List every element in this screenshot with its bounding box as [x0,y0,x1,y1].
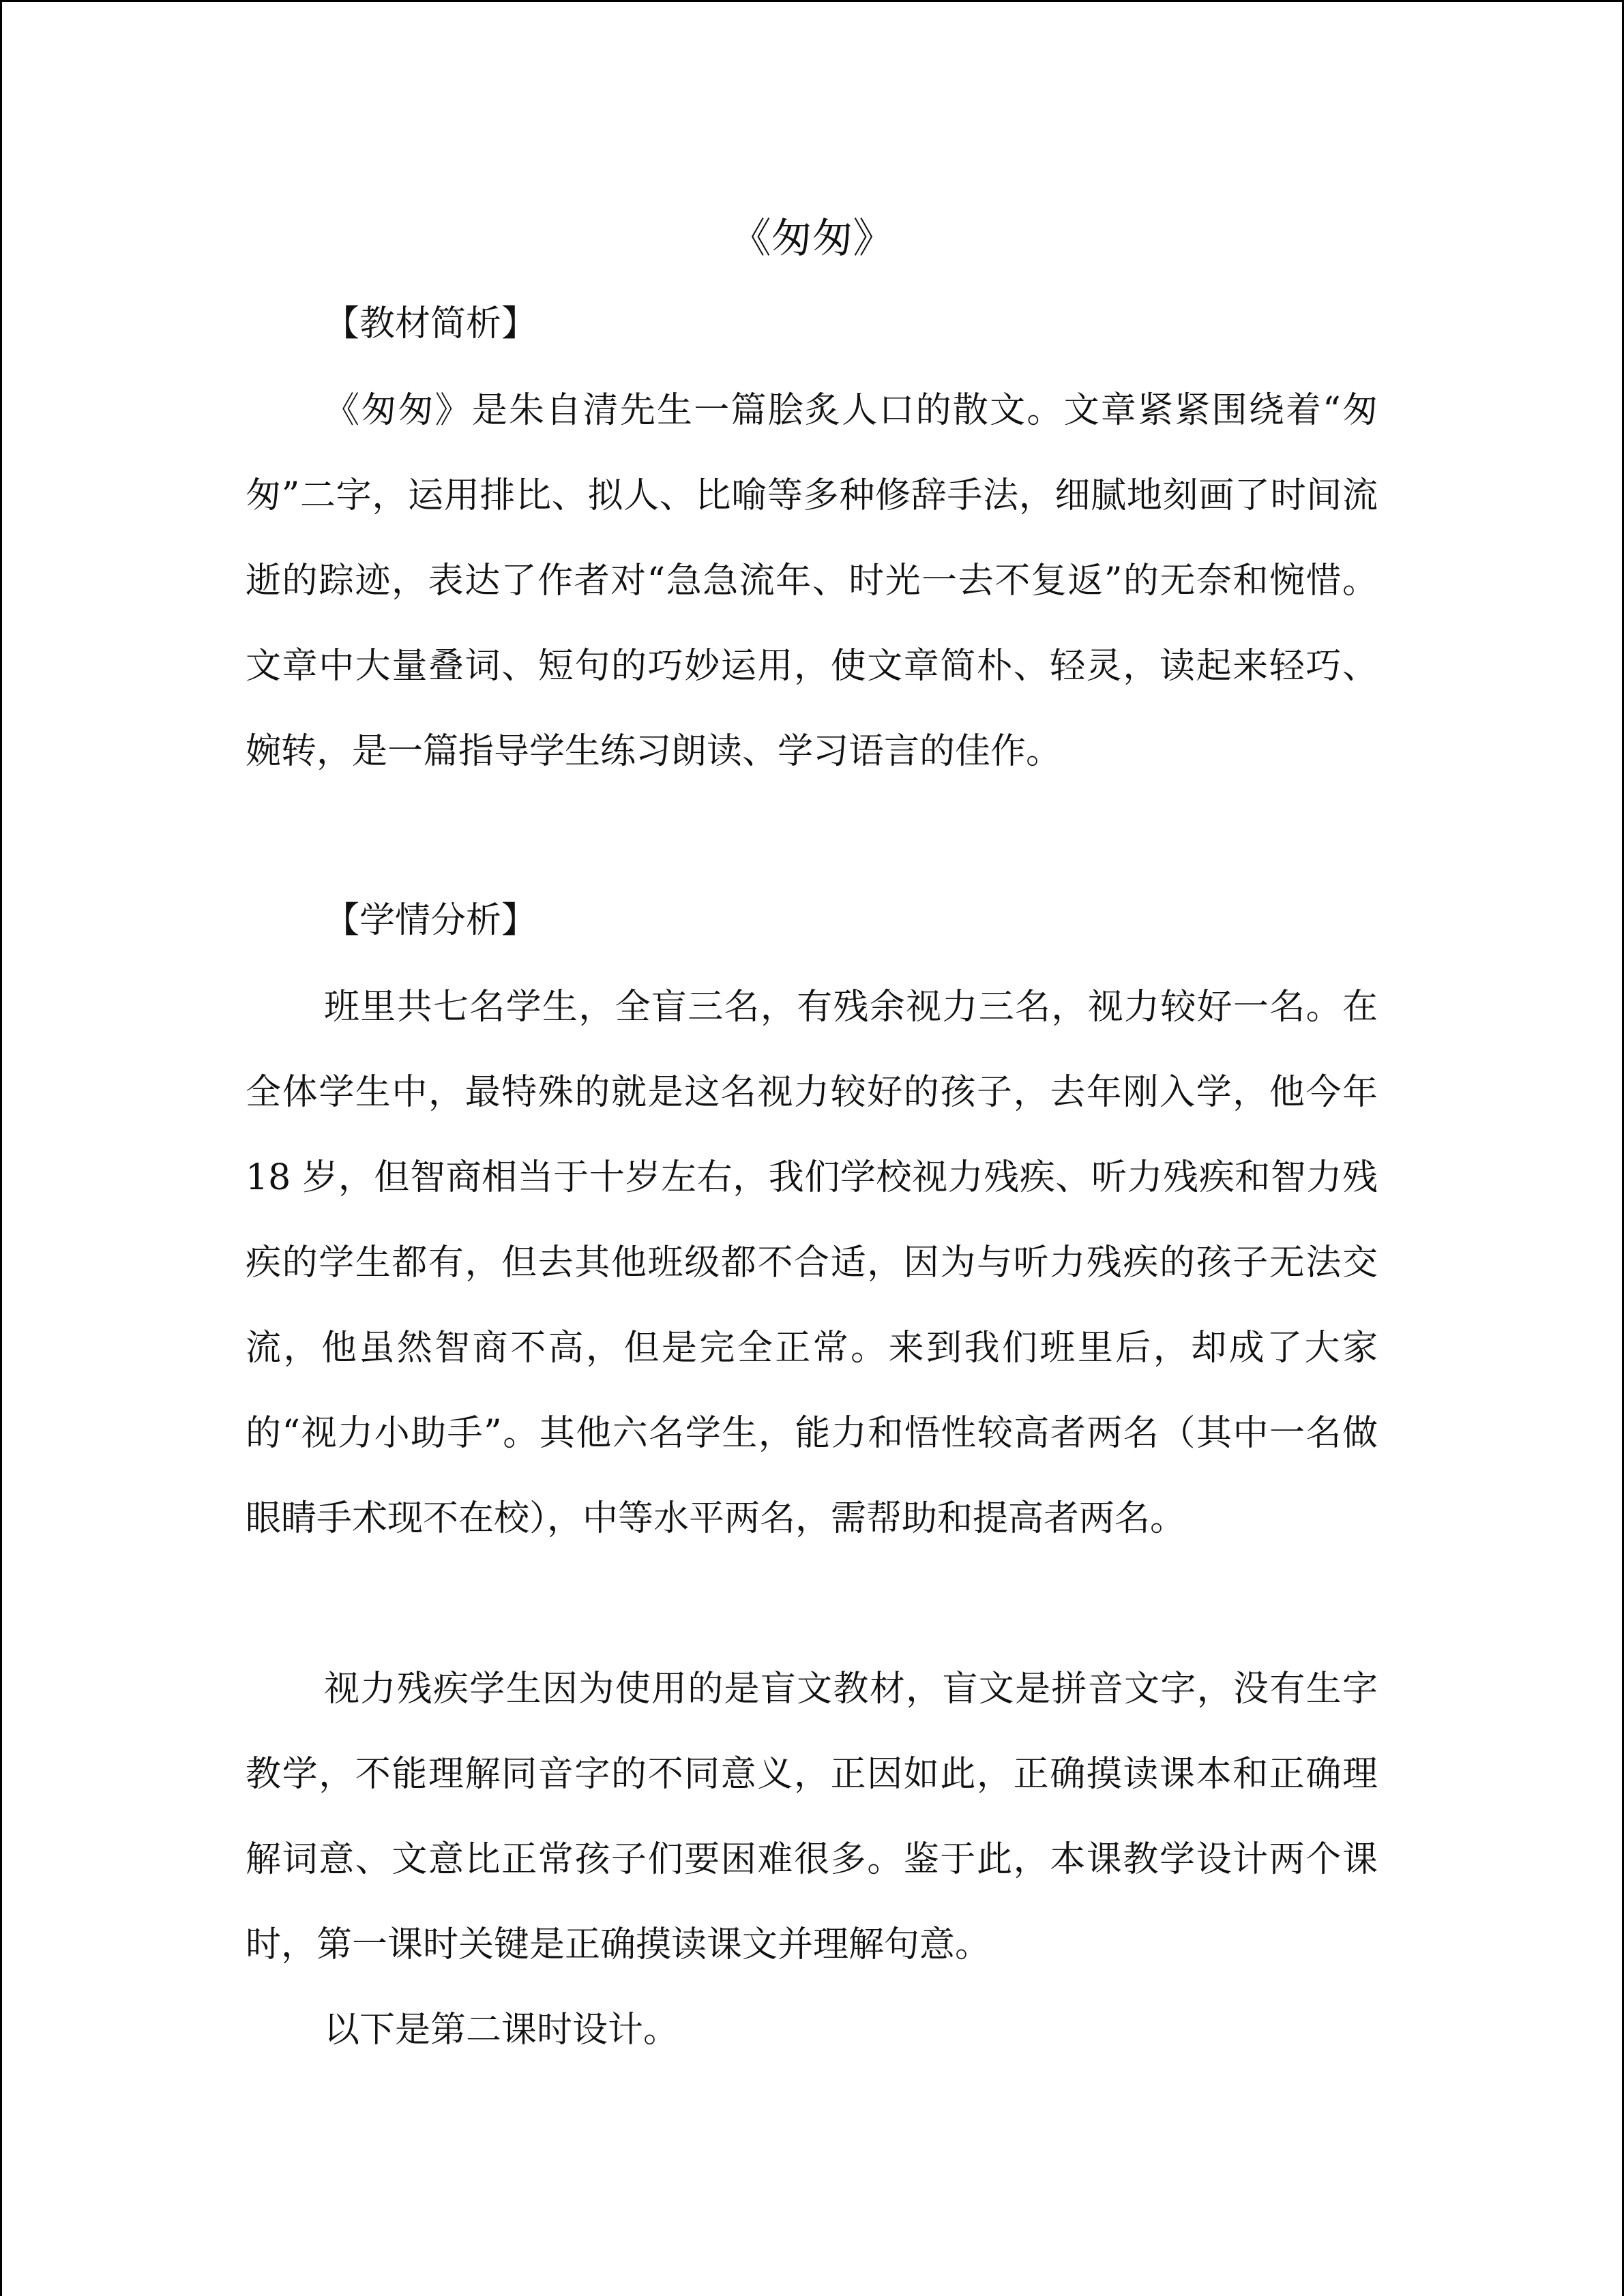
paragraph-textbook-analysis: 《匆匆》是朱自清先生一篇脍炙人口的散文。文章紧紧围绕着“匆匆”二字，运用排比、拟人、比喻等多种修辞手法，细腻地刻画了时间流逝的踪迹，表达了作者对“急急流年、时光一去不复返”的无奈和惋惜。文章中大量叠词、短句的巧妙运用，使文章简朴、轻灵，读起来轻巧、婉转，是一篇指导学生练习朗读、学习语言的佳作。 [246,390,1378,772]
paragraph-second-lesson: 以下是第二课时设计。 [324,2010,679,2051]
section-heading-textbook-analysis: 【教材简析】 [324,303,537,344]
document-title: 《匆匆》 [730,215,894,263]
paragraph-visual-impairment: 视力残疾学生因为使用的是盲文教材，盲文是拼音文字，没有生字教学，不能理解同音字的不同意义，正因如此，正确摸读课本和正确理解词意、文意比正常孩子们要困难很多。鉴于此，本课教学设计两个课时，第一课时关键是正确摸读课文并理解句意。 [246,1669,1378,1965]
section-heading-student-analysis: 【学情分析】 [324,900,537,941]
paragraph-student-situation: 班里共七名学生，全盲三名，有残余视力三名，视力较好一名。在全体学生中，最特殊的就是这名视力较好的孩子，去年刚入学，他今年 18 岁，但智商相当于十岁左右，我们学校视力残疾、听力残疾和智力残疾的学生都有，但去其他班级都不合适，因为与听力残疾的孩子无法交流，他虽然智商不高，但是完全正常。来到我们班里后，却成了大家的“视力小助手”。其他六名学生，能力和悟性较高者两名（其中一名做眼睛手术现不在校），中等水平两名，需帮助和提高者两名。 [246,987,1378,1539]
